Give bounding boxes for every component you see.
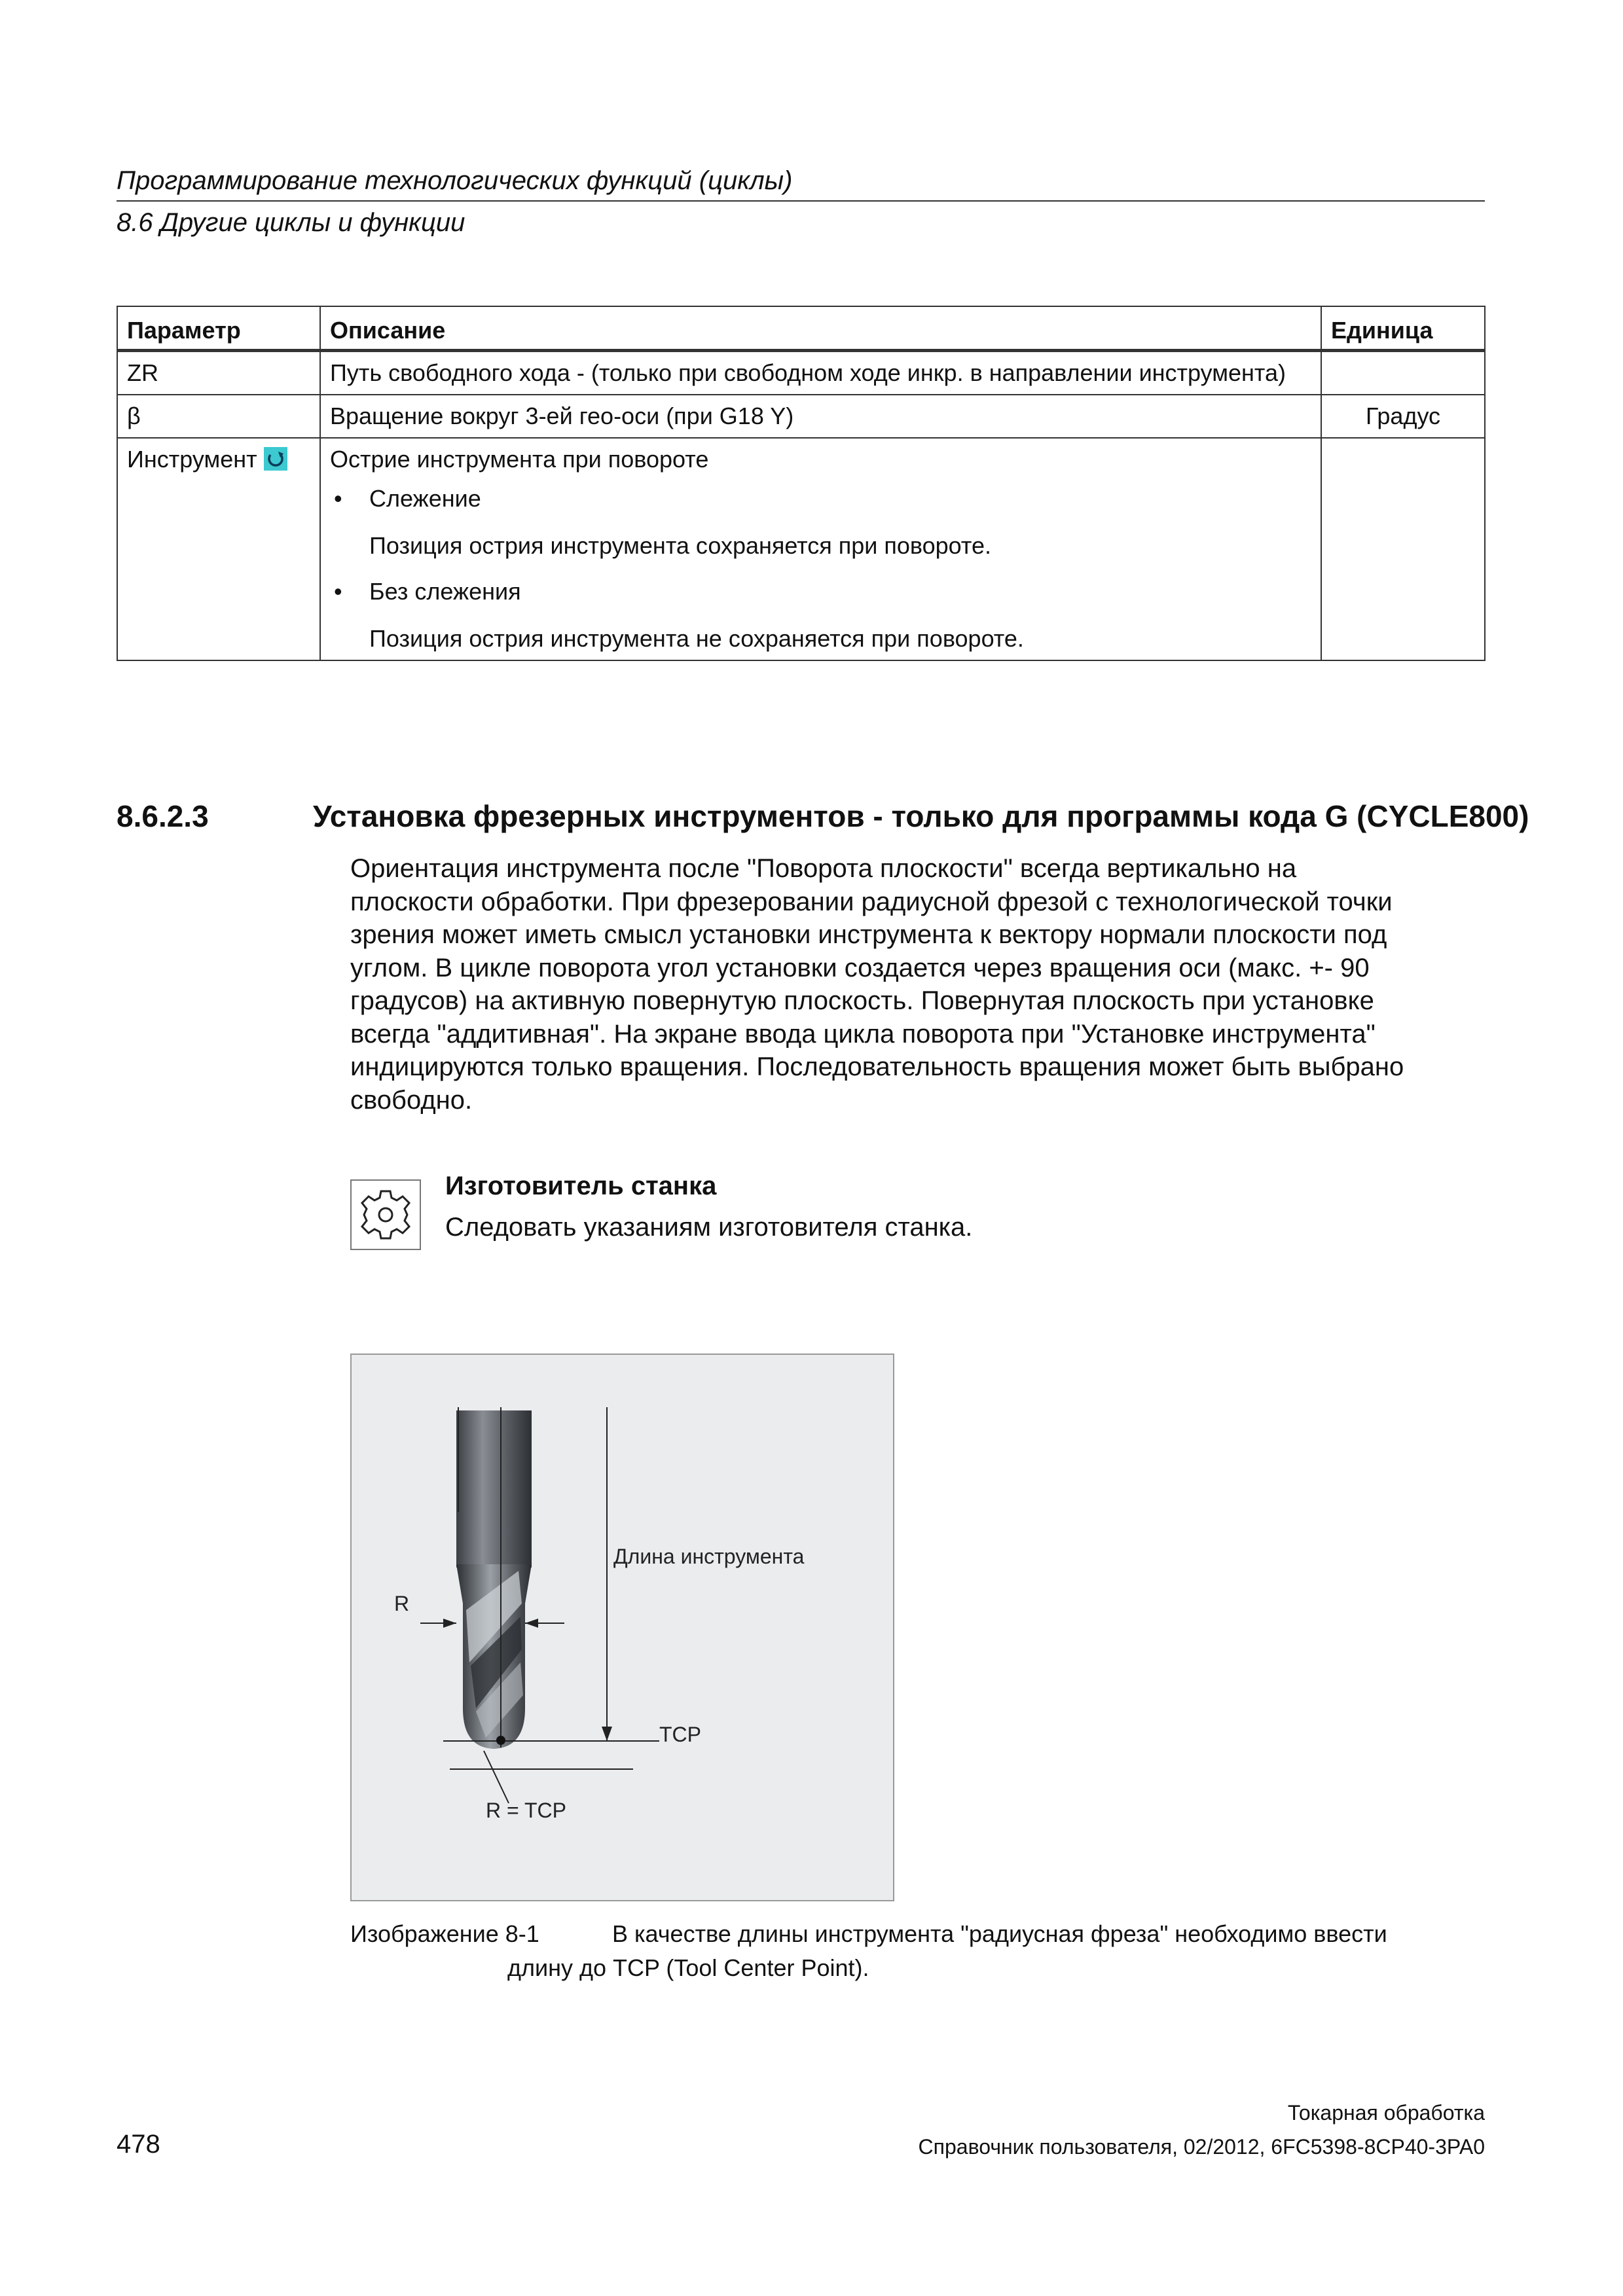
footer-reference: Справочник пользователя, 02/2012, 6FC5398-8CP40-3PA0 [918, 2135, 1485, 2159]
note-title: Изготовитель станка [445, 1172, 717, 1200]
section-body [350, 852, 1486, 1117]
option-list [330, 577, 1311, 606]
running-header-chapter: Программирование технологических функций (циклы) [117, 166, 793, 195]
body-line: зрения может иметь смысл установки инструмента к вектору нормали плоскости под [350, 920, 1387, 949]
table-row [117, 351, 1485, 395]
figure-caption-label: Изображение 8-1 [350, 1920, 539, 1947]
toggle-icon [264, 447, 287, 471]
header-rule [117, 200, 1485, 202]
cell-desc-text: Острие инструмента при повороте [330, 446, 709, 473]
label-tool-length: Длина инструмента [613, 1545, 805, 1568]
cell-unit [1321, 351, 1485, 395]
note-text: Следовать указаниям изготовителя станка. [445, 1213, 973, 1242]
ball-end-mill-drawing [352, 1355, 893, 1900]
list-item: • Без слежения [330, 577, 1311, 606]
option-list [330, 484, 1311, 513]
body-line: градусов) на активную повернутую плоскость. Повернутая плоскость при установке [350, 986, 1374, 1015]
column-header-unit: Единица [1321, 306, 1485, 351]
table-row [117, 395, 1485, 438]
body-line: индицируются только вращения. Последовательность вращения может быть выбрано [350, 1052, 1404, 1081]
column-header-parameter: Параметр [117, 306, 320, 351]
parameter-table [117, 306, 1486, 661]
column-header-description: Описание [320, 306, 1321, 351]
option-description: Позиция острия инструмента сохраняется при повороте. [369, 532, 992, 559]
table-row [117, 438, 1485, 660]
cell-unit [1321, 438, 1485, 660]
option-description: Позиция острия инструмента не сохраняется при повороте. [369, 625, 1024, 652]
cell-desc: Путь свободного хода - (только при свободном ходе инкр. в направлении инструмента) [320, 351, 1321, 395]
label-tcp: TCP [659, 1723, 701, 1746]
section-number: 8.6.2.3 [117, 799, 209, 833]
label-r-equals-tcp: R = TCP [486, 1799, 566, 1822]
body-line: Ориентация инструмента после "Поворота плоскости" всегда вертикально на [350, 854, 1297, 883]
cell-desc [320, 438, 1321, 660]
tool-figure [350, 1354, 894, 1901]
body-line: плоскости обработки. При фрезеровании радиусной фрезой с технологической точки [350, 887, 1393, 916]
footer-book-title: Токарная обработка [1287, 2101, 1485, 2125]
body-line: свободно. [350, 1085, 473, 1115]
list-item: • Слежение [330, 484, 1311, 513]
body-line: углом. В цикле поворота угол установки создается через вращения оси (макс. +- 90 [350, 953, 1370, 982]
figure-caption-text: В качестве длины инструмента "радиусная фреза" необходимо ввести [612, 1920, 1387, 1947]
cell-param: ZR [117, 351, 320, 395]
cell-desc: Вращение вокруг 3-ей гео-оси (при G18 Y) [320, 395, 1321, 438]
section-title: Установка фрезерных инструментов - только для программы кода G (CYCLE800) [313, 799, 1529, 833]
figure-caption-text-continued: длину до TCP (Tool Center Point). [507, 1954, 869, 1981]
gear-icon [350, 1179, 421, 1250]
cell-param-label: Инструмент [127, 446, 257, 473]
running-header-section: 8.6 Другие циклы и функции [117, 208, 465, 237]
cell-unit: Градус [1321, 395, 1485, 438]
body-line: всегда "аддитивная". На экране ввода цикла поворота при "Установке инструмента" [350, 1019, 1376, 1049]
page-number: 478 [117, 2130, 160, 2159]
label-r: R [394, 1592, 410, 1615]
table-header-row [117, 306, 1485, 351]
cell-param: β [117, 395, 320, 438]
cell-param [117, 438, 320, 660]
